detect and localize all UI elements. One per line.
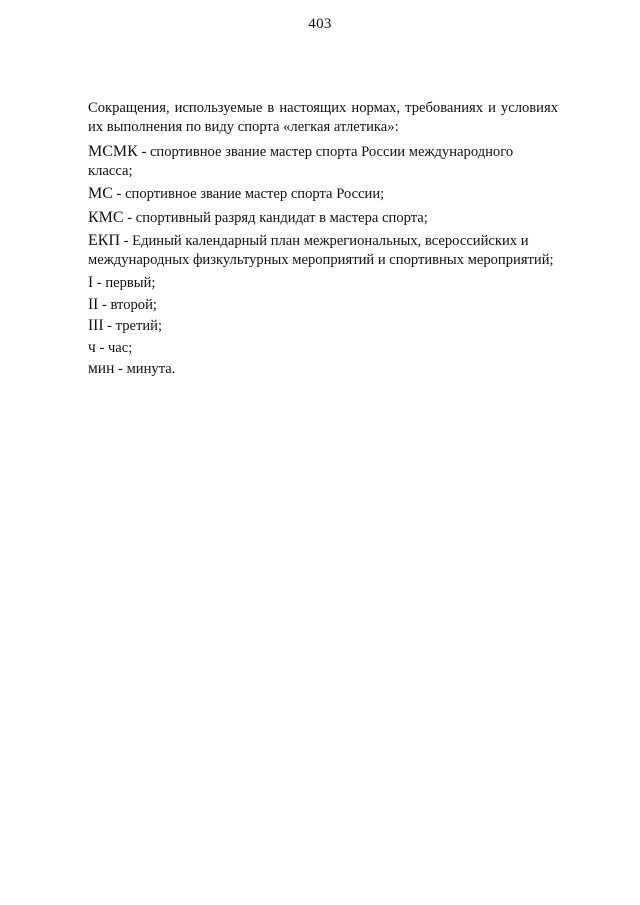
abbreviation-term: I (88, 274, 94, 291)
abbreviation-item (88, 339, 558, 358)
abbreviation-term: III (88, 317, 104, 334)
page-number: 403 (308, 16, 332, 32)
abbreviation-definition: - минута. (114, 361, 176, 377)
abbreviation-term: ч (88, 338, 96, 356)
abbreviation-term: II (88, 295, 99, 313)
abbreviation-definition: - спортивное звание мастер спорта России; (112, 186, 385, 202)
abbreviations-section (88, 99, 558, 382)
abbreviation-definition: - первый; (93, 275, 156, 291)
abbreviation-definition: - Единый календарный план межрегиональных, всероссийских и международных физкультурных мероприятий и спортивных мероприятий; (88, 233, 554, 268)
abbreviation-item (88, 209, 558, 228)
abbreviation-term: МС (88, 185, 113, 202)
abbreviation-term: КМС (88, 208, 124, 226)
abbreviation-item (88, 185, 558, 204)
abbreviation-definition: - третий; (103, 318, 163, 334)
abbreviation-term: МСМК (88, 143, 138, 160)
abbreviation-term: ЕКП (88, 232, 120, 249)
abbreviation-definition: - спортивный разряд кандидат в мастера спорта; (123, 209, 428, 226)
abbreviation-item (88, 296, 558, 315)
intro-paragraph: Сокращения, используемые в настоящих нормах, требованиях и условиях их выполнения по виду спорта «легкая атлетика»: (88, 100, 558, 135)
abbreviation-definition: - второй; (98, 296, 157, 313)
abbreviation-item (88, 274, 558, 293)
abbreviation-item (88, 317, 558, 336)
abbreviation-item (88, 143, 558, 180)
abbreviation-term: мин (88, 360, 115, 377)
abbreviation-definition: - час; (95, 339, 133, 356)
abbreviation-item (88, 360, 558, 379)
abbreviation-item (88, 232, 558, 269)
abbreviation-definition: - спортивное звание мастер спорта России международного класса; (88, 144, 514, 179)
